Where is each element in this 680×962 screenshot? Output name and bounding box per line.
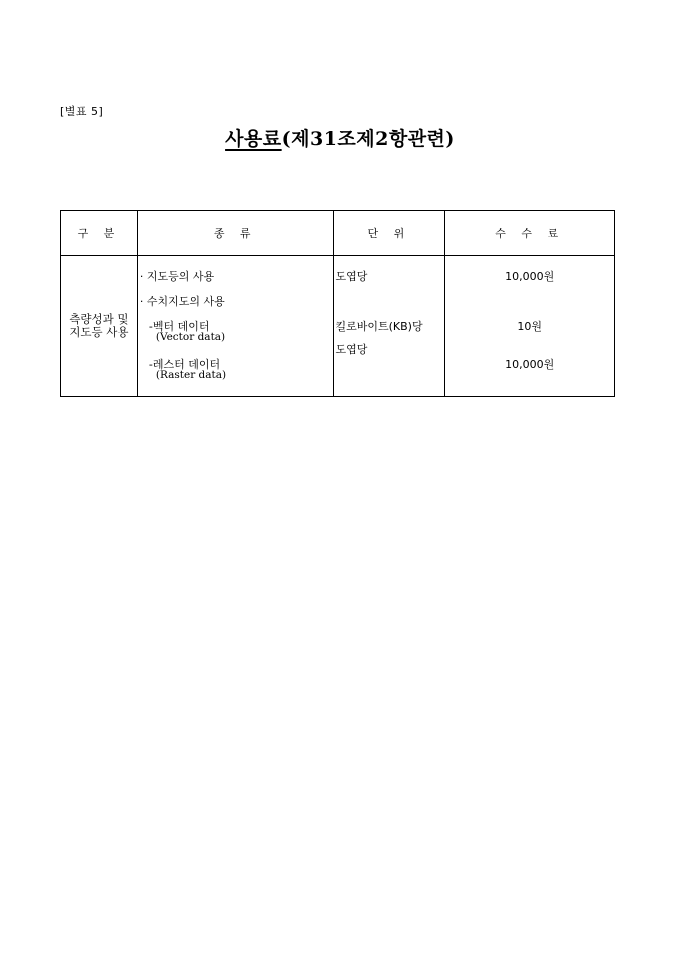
title-underlined: 사용료 <box>225 128 282 150</box>
title-rest: (제31조제2항관련) <box>281 128 455 150</box>
header-type: 종 류 <box>137 211 333 256</box>
unit-raster: 도엽당 <box>335 343 368 356</box>
annex-label: [별표 5] <box>60 105 104 118</box>
fee-table <box>60 210 615 397</box>
table-row <box>61 256 615 397</box>
category-line-1: 측량성과 및 <box>69 312 129 326</box>
header-fee: 수 수 료 <box>445 211 615 256</box>
type-cell <box>137 256 333 397</box>
fee-raster: 10,000원 <box>505 358 555 371</box>
type-vector: -벡터 데이터 <box>148 320 210 333</box>
category-line-2: 지도등 사용 <box>69 325 129 339</box>
document-title <box>0 124 680 151</box>
category-text <box>62 313 136 339</box>
unit-vector: 킬로바이트(KB)당 <box>335 320 423 333</box>
category-cell <box>61 256 138 397</box>
type-raster-en: (Raster data) <box>155 369 227 381</box>
header-row <box>61 211 615 256</box>
unit-cell <box>333 256 445 397</box>
fee-cell <box>445 256 615 397</box>
unit-map-use: 도엽당 <box>335 270 368 283</box>
fee-vector: 10원 <box>517 320 542 333</box>
header-unit: 단 위 <box>333 211 445 256</box>
header-category: 구 분 <box>61 211 138 256</box>
type-digital-map-use: · 수치지도의 사용 <box>139 295 225 308</box>
fee-map-use: 10,000원 <box>505 270 555 283</box>
type-vector-en: (Vector data) <box>155 331 226 343</box>
type-raster: -레스터 데이터 <box>148 358 221 371</box>
type-map-use: · 지도등의 사용 <box>139 270 215 283</box>
